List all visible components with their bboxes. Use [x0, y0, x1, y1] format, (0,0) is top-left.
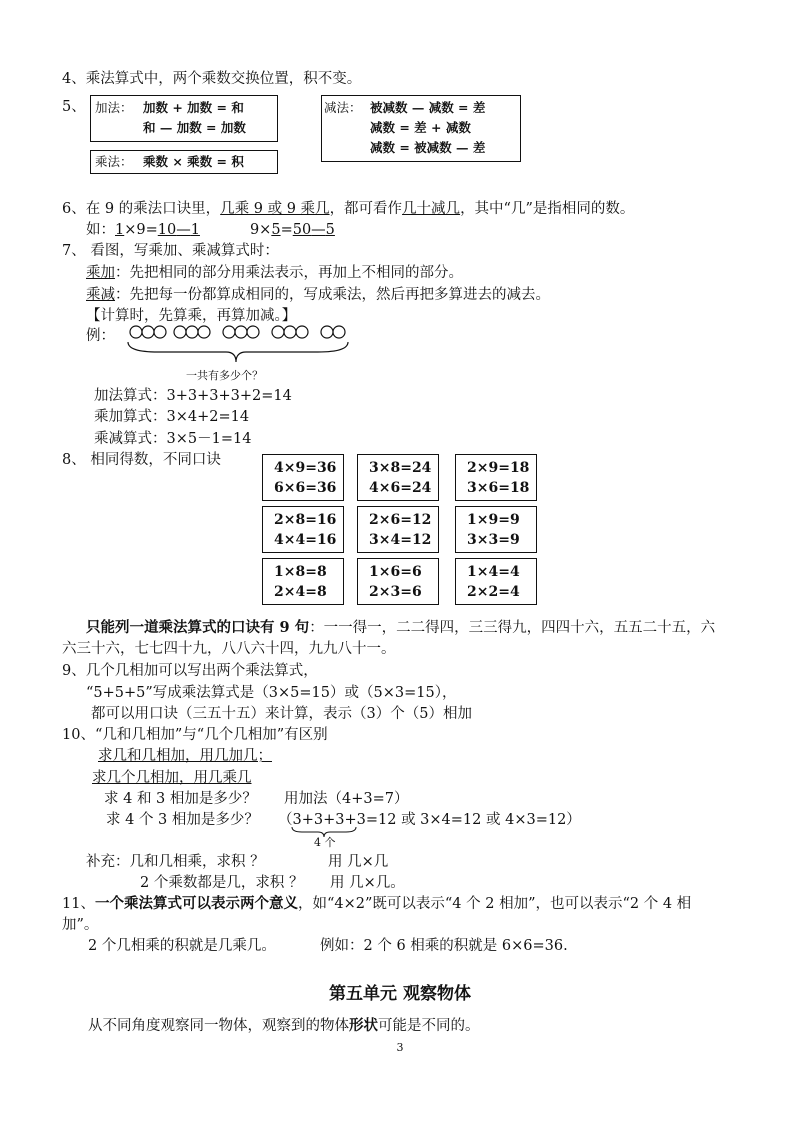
same-product-box-18	[455, 454, 537, 501]
same-product-box-16	[262, 506, 344, 553]
item-11-line-3b: 例如：2 个 6 相乘的积就是 6×6=36.	[320, 938, 568, 954]
unit-5-text-bold: 形状	[349, 1017, 378, 1034]
calculation-rule: 【计算时，先算乘，再算加减。】	[86, 308, 297, 324]
supplement-2-question: 2 个乘数都是几，求积 ？	[140, 875, 304, 891]
box-line: 3×4=12	[369, 532, 432, 548]
subtraction-rule-2: 减数 = 差 + 减数	[370, 120, 471, 135]
page-number: 3	[396, 1041, 404, 1054]
multiplication-label: 乘法：	[95, 154, 133, 169]
example-1-b: ×9=	[124, 222, 158, 238]
item-6-text-1: 6、在 9 的乘法口诀里，	[62, 201, 221, 217]
circle-group-1	[130, 326, 166, 338]
same-product-box-8	[262, 558, 344, 605]
item-11-bold: 一个乘法算式可以表示两个意义	[94, 895, 298, 912]
item-10-title: 10、“几和几相加”与“几个几相加”有区别	[62, 727, 328, 743]
item-6	[62, 199, 634, 219]
box-line: 2×9=18	[467, 460, 530, 476]
chengjia-label: 乘加	[86, 265, 115, 281]
addition-rule-1: 加数 + 加数 = 和	[143, 100, 244, 115]
item-10-example-1-answer: 用加法（4+3=7）	[284, 791, 409, 807]
box-line: 3×8=24	[369, 460, 432, 476]
nine-rhymes-line-2: 六三十六，七七四十九，八八六十四，九九八十一。	[62, 641, 396, 657]
circle-group-2	[174, 326, 210, 338]
nine-rhymes-rest: ：一一得一，二二得四，三三得九，四四十六，五五二十五，六	[309, 620, 716, 636]
sum-brace-label: 4 个	[314, 836, 336, 849]
supplement-1-question: 补充：几和几相乘，求积 ？	[86, 854, 265, 870]
box-line: 1×4=4	[467, 564, 520, 580]
nine-rhymes-line-1	[86, 618, 715, 638]
example-2-a: 9×	[249, 222, 272, 238]
circle-groups-figure	[118, 322, 358, 368]
circle-group-4	[272, 326, 308, 338]
example-2-d: 50	[292, 222, 312, 238]
same-product-box-12	[357, 506, 439, 553]
example-1-e: 1	[190, 222, 200, 238]
example-2-b: 5	[271, 222, 281, 238]
unit-5-text-1: 从不同角度观察同一物体，观察到的物体	[88, 1018, 349, 1034]
multiplication-rule: 乘数 × 乘数 = 积	[143, 154, 244, 169]
item-4: 4、乘法算式中，两个乘数交换位置，积不变。	[62, 71, 362, 87]
example-1-d: —	[176, 222, 191, 238]
item-11-rest: ，如“4×2”既可以表示“4 个 2 相加”，也可以表示“2 个 4 相	[297, 896, 692, 912]
box-line: 1×9=9	[467, 512, 520, 528]
subtraction-rule-3: 减数 = 被减数 — 差	[370, 140, 486, 155]
same-product-box-24	[357, 454, 439, 501]
brace	[128, 342, 348, 362]
item-6-underline-2: 几十减几	[402, 201, 461, 217]
circle-group-5	[321, 326, 345, 338]
box-line: 4×4=16	[274, 532, 337, 548]
chengjian-formula: 乘减算式：3×5－1=14	[94, 431, 252, 447]
example-1-a: 1	[115, 222, 125, 238]
unit-5-text-2: 可能是不同的。	[378, 1018, 480, 1034]
item-6-text-3: ，其中“几”是指相同的数。	[460, 201, 635, 217]
box-line: 2×8=16	[274, 512, 337, 528]
item-9-line-3: 都可以用口诀（三五十五）来计算，表示（3）个（5）相加	[91, 706, 472, 722]
chengjia-formula: 乘加算式：3×4+2=14	[94, 409, 250, 425]
item-11-number: 11、	[62, 896, 95, 912]
box-line: 1×8=8	[274, 564, 327, 580]
answer-rest: =12 或 3×4=12 或 4×3=12）	[365, 812, 581, 828]
item-10-rule-2: 求几个几相加，用几乘几	[92, 770, 252, 786]
item-10-rule-1: 求几和几相加，用几加几；	[98, 748, 272, 764]
item-6-underline-1: 几乘 9 或 9 乘几	[220, 201, 330, 217]
subtraction-label: 减法：	[324, 100, 362, 115]
box-line: 4×9=36	[274, 460, 337, 476]
answer-open: （	[278, 812, 293, 828]
circle-group-3	[223, 326, 259, 338]
answer-sum: 3+3+3+3	[292, 812, 366, 828]
box-line: 2×4=8	[274, 584, 327, 600]
chengjian-definition	[86, 285, 550, 305]
chengjia-text: ：先把相同的部分用乘法表示，再加上不相同的部分。	[115, 265, 463, 281]
example-label: 例：	[86, 328, 115, 344]
item-10-example-1-question: 求 4 和 3 相加是多少？	[104, 791, 257, 807]
same-product-box-9	[455, 506, 537, 553]
item-6-example	[86, 220, 335, 240]
same-product-box-4	[455, 558, 537, 605]
nine-rhymes-bold: 只能列一道乘法算式的口诀有 9 句	[86, 619, 310, 636]
item-9-line-2: “5+5+5”写成乘法算式是（3×5=15）或（5×3=15），	[86, 685, 457, 701]
item-10-example-2-question: 求 4 个 3 相加是多少？	[106, 812, 259, 828]
box-line: 3×3=9	[467, 532, 520, 548]
item-11-line-3a: 2 个几相乘的积就是几乘几。	[88, 938, 276, 954]
addition-rule-2: 和 — 加数 = 加数	[143, 120, 246, 135]
subtraction-rule-1: 被减数 — 减数 = 差	[370, 100, 486, 115]
example-2-f: 5	[325, 222, 335, 238]
box-line: 2×3=6	[369, 584, 422, 600]
item-7-title: 7、 看图，写乘加、乘减算式时：	[62, 243, 279, 259]
addition-formula: 加法算式：3+3+3+3+2=14	[94, 388, 292, 404]
same-product-box-36	[262, 454, 344, 501]
box-line: 2×2=4	[467, 584, 520, 600]
item-9-line-1: 9、几个几相加可以写出两个乘法算式，	[62, 663, 318, 679]
unit-5-text	[88, 1016, 480, 1036]
chengjian-text: ：先把每一份都算成相同的，写成乘法，然后再把多算进去的减去。	[115, 287, 550, 303]
chengjia-definition	[86, 263, 463, 283]
example-2-c: =	[280, 222, 293, 238]
same-product-box-6	[357, 558, 439, 605]
item-6-text-2: ，都可看作	[329, 201, 403, 217]
chengjian-label: 乘减	[86, 287, 115, 303]
example-1-c: 10	[157, 222, 177, 238]
example-question: 一共有多少个？	[186, 369, 263, 382]
addition-label: 加法：	[95, 100, 133, 115]
example-prefix: 如：	[86, 222, 115, 238]
addition-box	[90, 95, 278, 142]
subtraction-box	[321, 95, 521, 162]
supplement-2-answer: 用 几×几。	[330, 875, 405, 891]
box-line: 2×6=12	[369, 512, 432, 528]
supplement-1-answer: 用 几×几	[328, 854, 389, 870]
unit-5-title: 第五单元 观察物体	[329, 984, 471, 1004]
box-line: 1×6=6	[369, 564, 422, 580]
box-line: 4×6=24	[369, 480, 432, 496]
item-11-line-2: 加”。	[62, 917, 99, 933]
item-5-number: 5、	[62, 99, 86, 115]
box-line: 3×6=18	[467, 480, 530, 496]
multiplication-box	[90, 150, 278, 174]
box-line: 6×6=36	[274, 480, 337, 496]
item-8-title: 8、 相同得数，不同口诀	[62, 452, 221, 468]
item-11-line-1	[62, 894, 691, 914]
example-2-e: —	[311, 222, 326, 238]
